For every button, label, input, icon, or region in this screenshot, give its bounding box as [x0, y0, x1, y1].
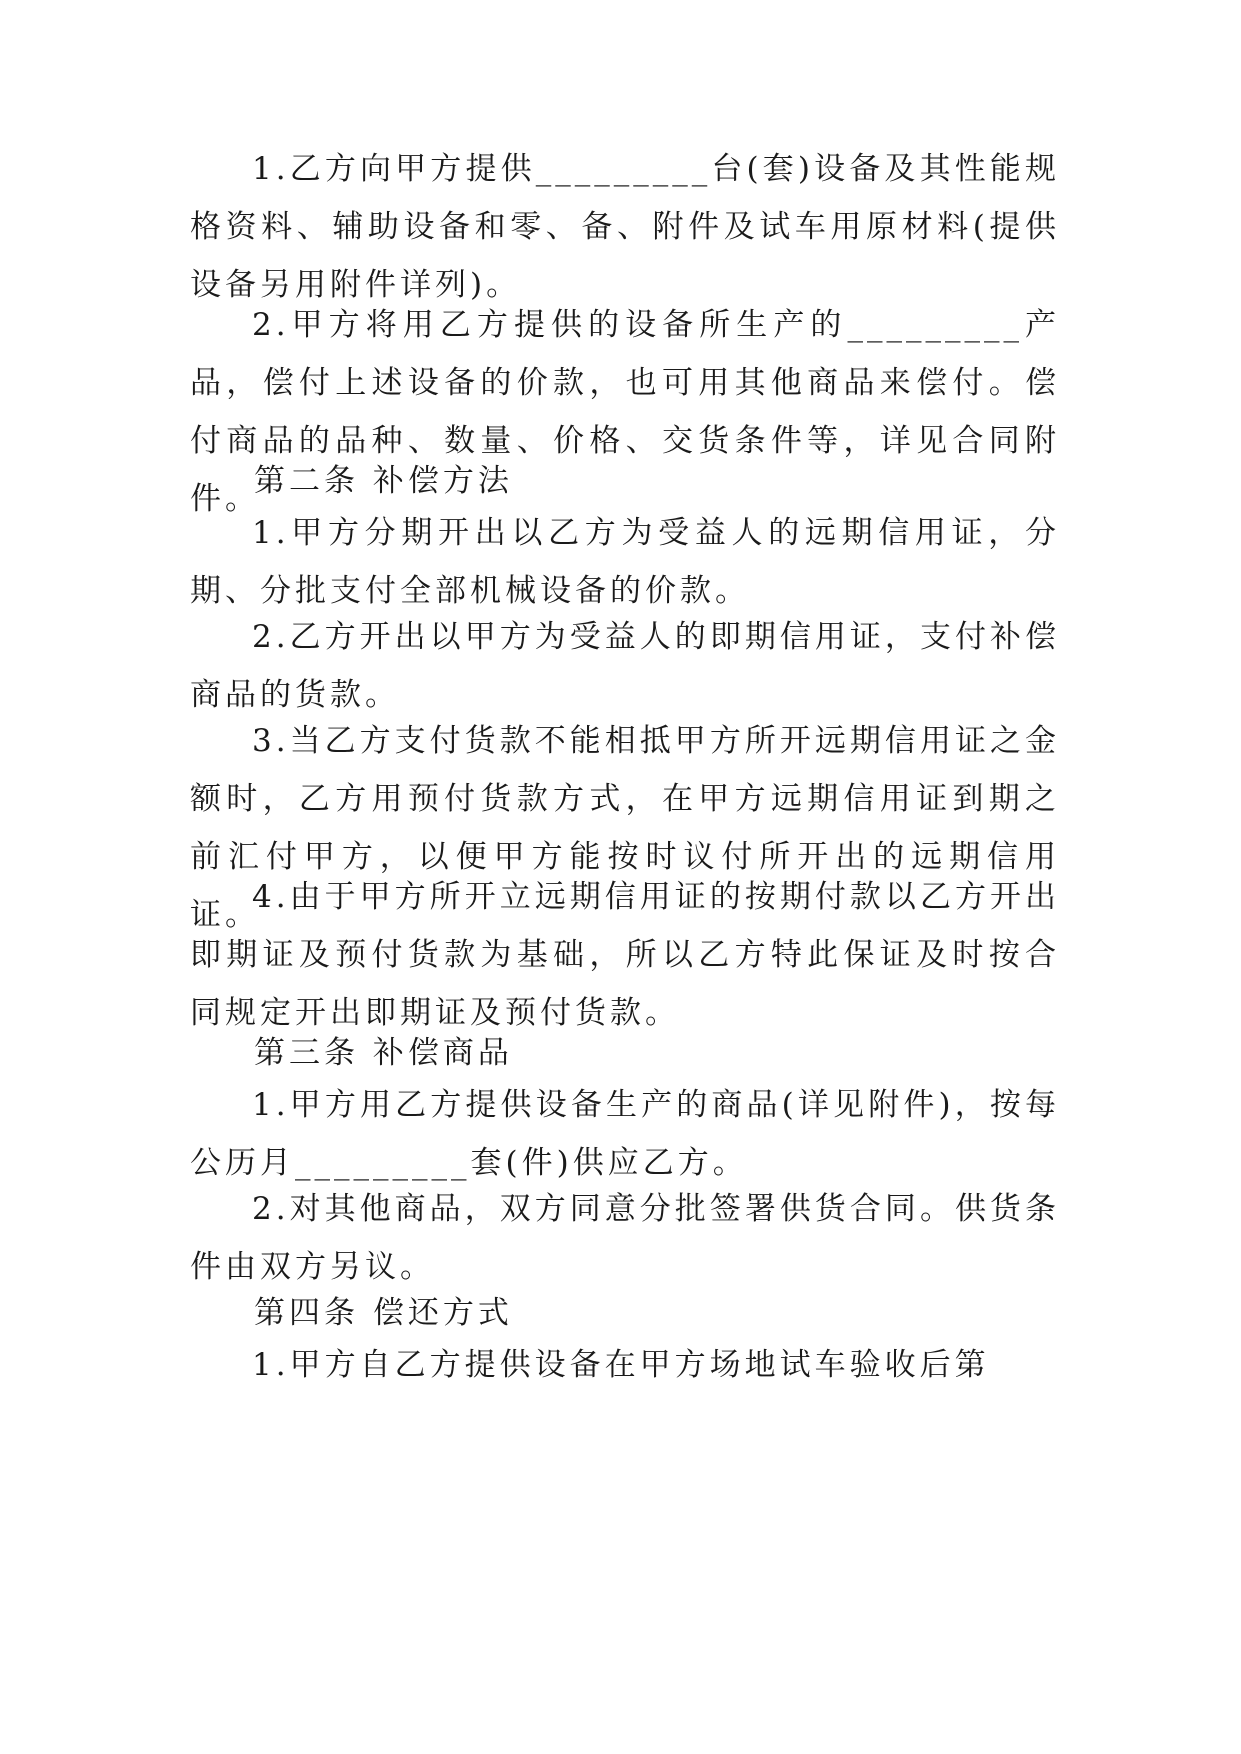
clause-4-heading: 第四条 偿还方式 — [254, 1295, 513, 1331]
clause-3-item-2: 2.对其他商品，双方同意分批签署供货合同。供货条件由双方另议。 — [190, 1191, 1060, 1285]
clause-4-item-1: 1.甲方自乙方提供设备在甲方场地试车验收后第 — [252, 1347, 990, 1383]
clause-2-item-4: 4.由于甲方所开立远期信用证的按期付款以乙方开出即期证及预付货款为基础，所以乙方特此保证及时按合同规定开出即期证及预付货款。 — [190, 879, 1060, 1031]
clause-2-item-1: 1.甲方分期开出以乙方为受益人的远期信用证，分期、分批支付全部机械设备的价款。 — [190, 515, 1060, 609]
clause-3-heading: 第三条 补偿商品 — [254, 1035, 513, 1071]
clause-3-item-1: 1.甲方用乙方提供设备生产的商品(详见附件)，按每公历月_________套(件)供应乙方。 — [190, 1087, 1060, 1181]
clause-2-item-3: 3.当乙方支付货款不能相抵甲方所开远期信用证之金额时，乙方用预付货款方式，在甲方远期信用证到期之前汇付甲方，以便甲方能按时议付所开出的远期信用证。 — [190, 723, 1060, 933]
clause-2-item-2: 2.乙方开出以甲方为受益人的即期信用证，支付补偿商品的货款。 — [190, 619, 1060, 713]
clause-1-item-1: 1.乙方向甲方提供_________台(套)设备及其性能规格资料、辅助设备和零、备、附件及试车用原材料(提供设备另用附件详列)。 — [190, 151, 1060, 303]
clause-2-heading: 第二条 补偿方法 — [254, 463, 513, 499]
clause-1-item-2: 2.甲方将用乙方提供的设备所生产的_________产品，偿付上述设备的价款，也可用其他商品来偿付。偿付商品的品种、数量、价格、交货条件等，详见合同附件。 — [190, 307, 1060, 517]
